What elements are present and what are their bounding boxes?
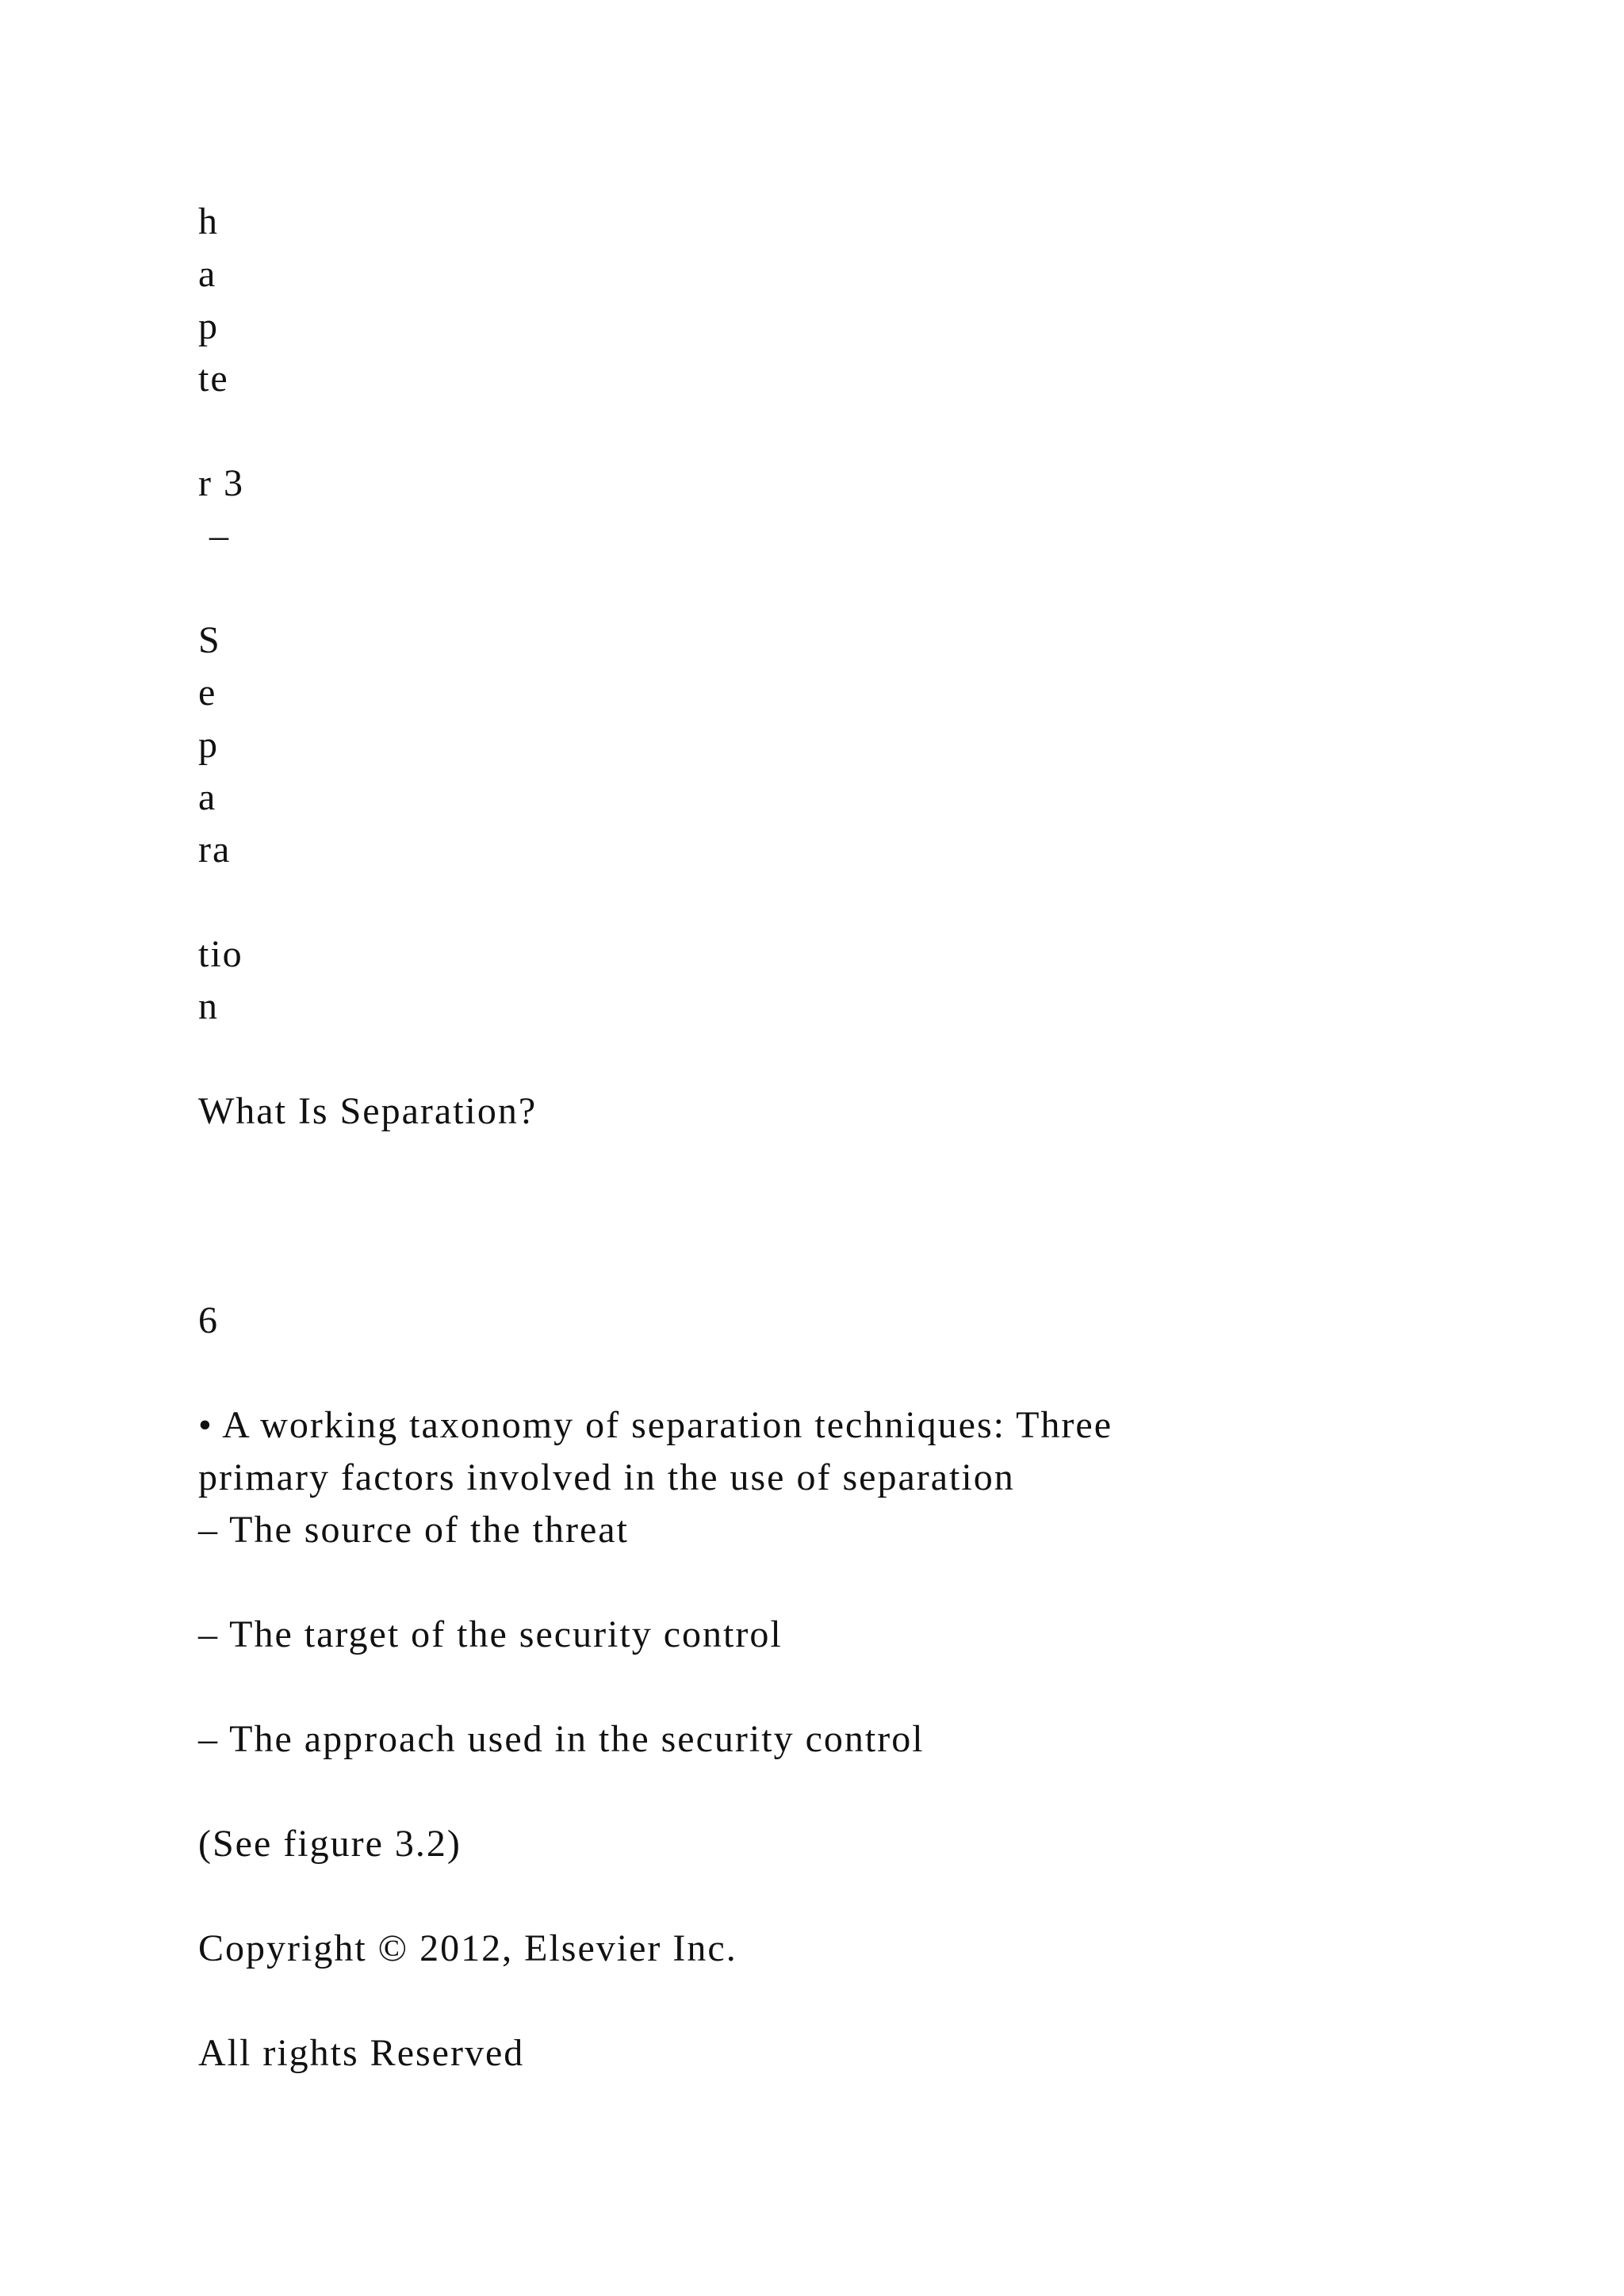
title-fragment: S <box>198 619 221 661</box>
title-fragment: ra <box>198 828 232 871</box>
title-fragment: h <box>198 201 219 243</box>
title-fragment: r 3 <box>198 462 244 504</box>
sub-item-control-target: – The target of the security control <box>198 1613 783 1655</box>
section-heading: What Is Separation? <box>198 1090 538 1132</box>
title-fragment: p <box>198 305 219 347</box>
title-fragment: e <box>198 672 217 714</box>
title-fragment: tio <box>198 933 243 975</box>
bullet-text-line-1: • A working taxonomy of separation techniques: Three <box>198 1404 1113 1446</box>
title-fragment: a <box>198 776 217 818</box>
sub-item-threat-source: – The source of the threat <box>198 1509 629 1551</box>
title-fragment: p <box>198 724 219 766</box>
title-fragment: te <box>198 358 229 400</box>
title-fragment: a <box>198 253 217 295</box>
sub-item-control-approach: – The approach used in the security control <box>198 1718 925 1760</box>
copyright-notice: Copyright © 2012, Elsevier Inc. <box>198 1927 737 1969</box>
title-fragment: – <box>198 515 230 557</box>
bullet-text-line-2: primary factors involved in the use of separation <box>198 1456 1015 1498</box>
rights-notice: All rights Reserved <box>198 2032 525 2074</box>
title-fragment: n <box>198 985 219 1027</box>
slide-number: 6 <box>198 1299 219 1341</box>
figure-reference: (See figure 3.2) <box>198 1823 462 1865</box>
